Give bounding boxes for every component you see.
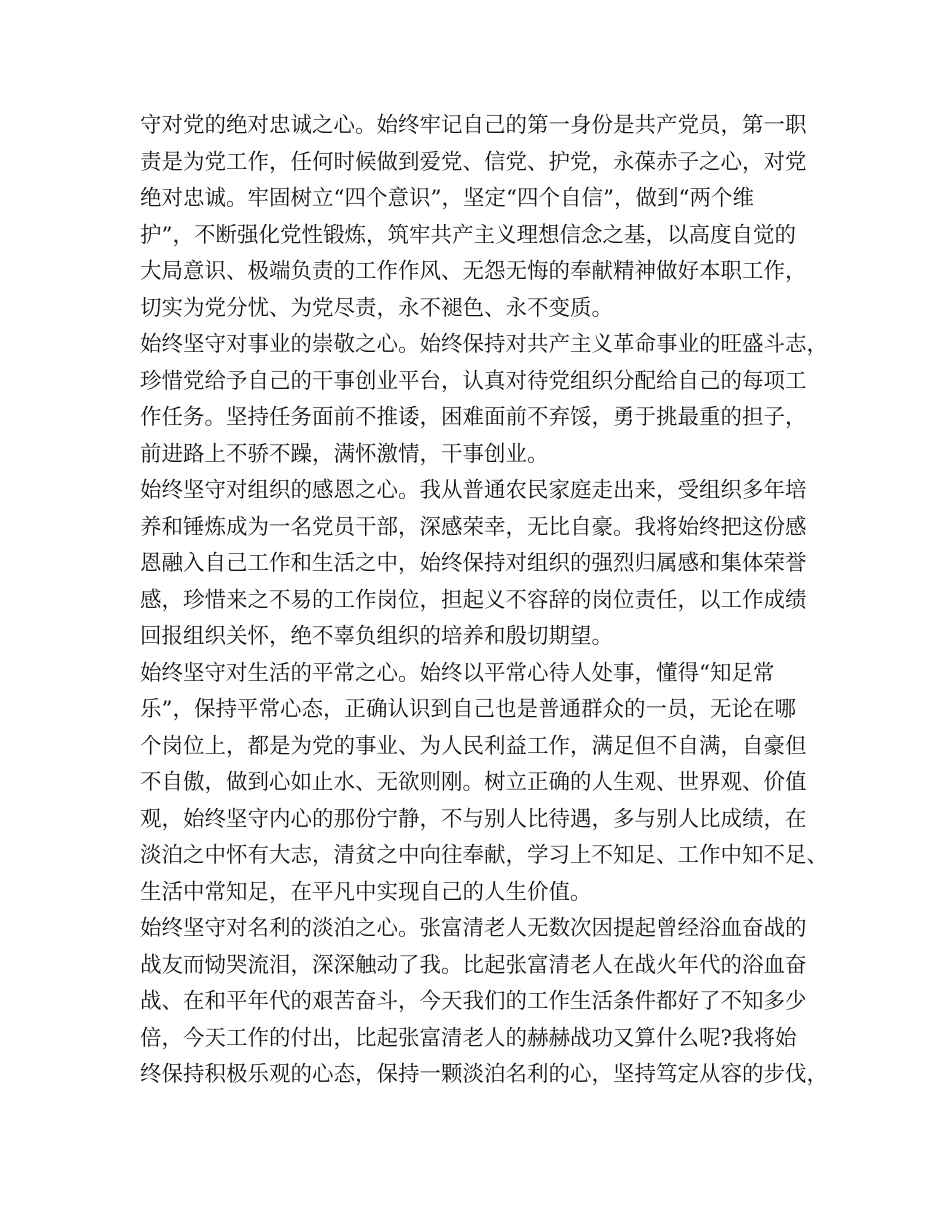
text-line: 大局意识、极端负责的工作作风、无怨无悔的奉献精神做好本职工作， [140,259,807,284]
text-line: 始终坚守对事业的崇敬之心。始终保持对共产主义革命事业的旺盛斗志， [140,332,829,357]
text-line: 生活中常知足，在平凡中实现自己的人生价值。 [140,879,592,905]
text-line: 责是为党工作，任何时候做到爱党、信党、护党，永葆赤子之心，对党 [140,149,807,175]
text-line: 感，珍惜来之不易的工作岗位，担起义不容辞的岗位责任，以工作成绩 [140,587,807,613]
text-line: 个岗位上，都是为党的事业、为人民利益工作，满足但不自满，自豪但 [140,733,807,759]
text-line: 珍惜党给予自己的干事创业平台，认真对待党组织分配给自己的每项工 [140,368,807,394]
text-line: 终保持积极乐观的心态，保持一颗淡泊名利的心，坚持笃定从容的步伐， [140,1062,829,1087]
text-line: 倍，今天工作的付出，比起张富清老人的赫赫战功又算什么呢?我将始 [140,1025,797,1051]
text-line: 观，始终坚守内心的那份宁静，不与别人比待遇，多与别人比成绩，在 [140,806,807,832]
text-line: 回报组织关怀，绝不辜负组织的培养和殷切期望。 [140,624,614,649]
text-line: 恩融入自己工作和生活之中，始终保持对组织的强烈归属感和集体荣誉 [140,551,807,576]
document-body [140,108,840,1094]
text-line: 护”，不断强化党性锻炼，筑牢共产主义理想信念之基，以高度自觉的 [140,222,796,248]
text-line: 始终坚守对名利的淡泊之心。张富清老人无数次因提起曾经浴血奋战的 [140,916,807,941]
text-line: 作任务。坚持任务面前不推诿，困难面前不弃馁，勇于挑最重的担子， [140,405,807,430]
text-line: 养和锤炼成为一名党员干部，深感荣幸，无比自豪。我将始终把这份感 [140,514,807,540]
paragraph-loyalty [140,108,840,327]
paragraph-indifference-to-fame [140,911,840,1094]
text-line: 绝对忠诚。牢固树立“四个意识”，坚定“四个自信”，做到“两个维 [140,186,754,211]
paragraph-ordinary-heart [140,656,840,912]
text-line: 前进路上不骄不躁，满怀激情，干事创业。 [140,441,549,467]
text-line: 切实为党分忧、为党尽责，永不褪色、永不变质。 [140,295,614,321]
text-line: 始终坚守对组织的感恩之心。我从普通农民家庭走出来，受组织多年培 [140,478,807,503]
text-line: 战友而恸哭流泪，深深触动了我。比起张富清老人在战火年代的浴血奋 [140,952,807,978]
text-line: 守对党的绝对忠诚之心。始终牢记自己的第一身份是共产党员，第一职 [140,113,807,138]
paragraph-gratitude [140,473,840,656]
text-line: 战、在和平年代的艰苦奋斗，今天我们的工作生活条件都好了不知多少 [140,989,807,1014]
text-line: 淡泊之中怀有大志，清贫之中向往奉献，学习上不知足、工作中知不足、 [140,843,829,868]
text-line: 不自傲，做到心如止水、无欲则刚。树立正确的人生观、世界观、价值 [140,770,807,795]
paragraph-career [140,327,840,473]
text-line: 乐”，保持平常心态，正确认识到自己也是普通群众的一员，无论在哪 [140,697,796,722]
text-line: 始终坚守对生活的平常之心。始终以平常心待人处事，懂得“知足常 [140,660,775,686]
